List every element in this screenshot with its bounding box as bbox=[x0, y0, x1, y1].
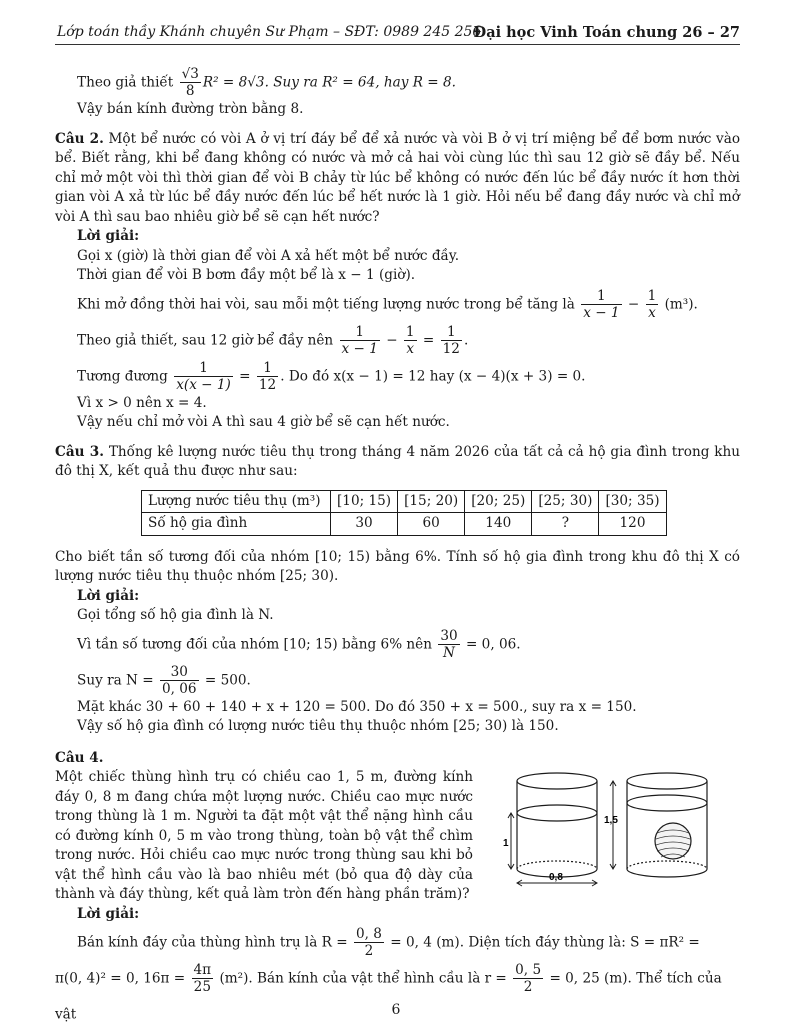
diameter-label: 0,8 bbox=[549, 871, 563, 883]
page-content bbox=[55, 64, 741, 1023]
fraction: $\frac{1}{12}$ bbox=[258, 359, 277, 393]
fraction: $\frac{1}{x}$ bbox=[405, 323, 415, 357]
page-header bbox=[55, 22, 740, 45]
solution-line: Khi mở đồng thời hai vòi, sau mỗi một tiếng lượng nước trong bể tăng là $\frac{1}{x - 1}$ − $\frac{1}{x}$ (m³). bbox=[77, 287, 698, 321]
fraction: $\frac{0, 5}{2}$ bbox=[515, 962, 542, 995]
solution-label: Lời giải: bbox=[77, 905, 140, 922]
solution-line: Vì x > 0 nên x = 4. bbox=[77, 394, 207, 411]
prev-line-1: Theo giả thiết $\frac{√3}{8}$ R² = 8√3. Suy ra R² = 64, hay R = 8. bbox=[77, 66, 456, 99]
tank-height-label: 1,5 bbox=[604, 814, 618, 826]
table-cell: [25; 30) bbox=[532, 490, 599, 513]
question-text: Thống kê lượng nước tiêu thụ trong tháng 4 năm 2026 của tất cả cả hộ gia đình trong khu đô thị X, kết quả thu được như sau: bbox=[55, 443, 741, 479]
solution-label: Lời giải: bbox=[77, 228, 140, 244]
table-cell: 140 bbox=[465, 513, 532, 536]
question-4 bbox=[55, 749, 740, 1023]
cylinder-left bbox=[517, 773, 597, 877]
question-label: Câu 2. bbox=[55, 130, 104, 147]
solution-line: Bán kính đáy của thùng hình trụ là R = $\frac{0, 8}{2}$ = 0, 4 (m). Diện tích đáy thùng là: S = πR² = bbox=[77, 926, 700, 959]
solution-line: Vậy số hộ gia đình có lượng nước tiêu thụ thuộc nhóm [25; 30) là 150. bbox=[77, 718, 559, 734]
table-cell: 120 bbox=[599, 513, 666, 536]
fraction: $\frac{1}{x - 1}$ bbox=[341, 323, 378, 357]
table-row bbox=[142, 490, 667, 513]
table-cell: [30; 35) bbox=[599, 490, 666, 513]
solution-line: π(0, 4)² = 0, 16π = $\frac{4\pi}{25}$ (m²). Bán kính của vật thể hình cầu là r = $\frac{0, 5}{2}$ = 0, 25 (m). Thể tích của vật bbox=[55, 962, 722, 1023]
solution-line: Gọi x (giờ) là thời gian để vòi A xả hết một bể nước đầy. bbox=[77, 247, 460, 264]
question-text: Một chiếc thùng hình trụ có chiều cao 1, 5 m, đường kính đáy 0, 8 m đang chứa một lượng nước. Chiều cao mực nước trong thùng là 1 m. Người ta đặt một vật thể nặng hình cầu có đường kính 0, 5 m vào trong thùng, toàn bộ vật thể chìm trong nước. Hỏi chiều cao mực nước trong thùng sau khi bỏ vật thể hình cầu vào là bao nhiêu mét (bỏ qua độ dày của thành và đáy thùng, kết quả làm tròn đến hàng phần trăm)? bbox=[55, 769, 473, 902]
fraction: $\frac{1}{x - 1}$ bbox=[583, 287, 620, 321]
solution-line: Vậy nếu chỉ mở vòi A thì sau 4 giờ bể sẽ cạn hết nước. bbox=[77, 414, 450, 430]
header-right: Đại học Vinh Toán chung 26 – 27 bbox=[473, 24, 740, 41]
question-3-continued: Cho biết tần số tương đối của nhóm [10; 15) bằng 6%. Tính số hộ gia đình trong khu đô thị X có lượng nước tiêu thụ thuộc nhóm [25; 30). bbox=[55, 548, 740, 584]
fraction: $\frac{1}{x(x - 1)}$ bbox=[176, 359, 231, 393]
table-row bbox=[142, 513, 667, 536]
table-cell: ? bbox=[532, 513, 599, 536]
statistics-table bbox=[141, 490, 667, 536]
header-left: Lớp toán thầy Khánh chuyên Sư Phạm – SĐT: 0989 245 256 bbox=[57, 24, 482, 40]
question-label: Câu 4. bbox=[55, 749, 104, 766]
water-height-marker bbox=[508, 813, 514, 869]
water-height-label: 1 bbox=[503, 837, 509, 849]
fraction: $\frac{1}{x}$ bbox=[647, 287, 657, 321]
solution-line: Suy ra N = $\frac{30}{0, 06}$ = 500. bbox=[77, 663, 251, 697]
table-cell: [15; 20) bbox=[398, 490, 465, 513]
question-2 bbox=[55, 130, 740, 228]
solution-line: Mặt khác 30 + 60 + 140 + x + 120 = 500. Do đó 350 + x = 500., suy ra x = 150. bbox=[77, 698, 637, 715]
solution-line: Vì tần số tương đối của nhóm [10; 15) bằng 6% nên $\frac{30}{N}$ = 0, 06. bbox=[77, 627, 521, 661]
solution-label: Lời giải: bbox=[77, 587, 140, 604]
fraction: $\frac{30}{N}$ bbox=[440, 627, 458, 661]
table-cell: 60 bbox=[398, 513, 465, 536]
question-text: Một bể nước có vòi A ở vị trí đáy bể để xả nước và vòi B ở vị trí miệng bể để bơm nước vào bể. Biết rằng, khi bể đang không có nước và mở cả hai vòi cùng lúc thì sau 12 giờ sẽ đầy bể. Nếu chỉ mở một vòi thì thời gian để vòi B chảy từ lúc bể không có nước đến lúc bể đầy nước ít hơn thời gian vòi A xả từ lúc bể đầy nước đến lúc bể hết nước là 1 giờ. Hỏi nếu bể đang đầy nước và chỉ mở vòi A thì sau bao nhiêu giờ bể sẽ cạn hết nước? bbox=[55, 130, 741, 225]
fraction: $\frac{0, 8}{2}$ bbox=[355, 926, 382, 959]
fraction: $\frac{√3}{8}$ bbox=[181, 66, 199, 99]
cylinder-figure bbox=[503, 771, 737, 891]
table-cell: [20; 25) bbox=[465, 490, 532, 513]
page-number: 6 bbox=[391, 1002, 401, 1018]
solution-line: Tương đương $\frac{1}{x(x - 1)}$ = $\frac{1}{12}$ . Do đó x(x − 1) = 12 hay (x − 4)(x + 3) = 0. bbox=[77, 359, 586, 393]
table-cell: Lượng nước tiêu thụ (m³) bbox=[142, 490, 331, 513]
fraction: $\frac{1}{12}$ bbox=[442, 323, 460, 357]
prev-line-2: Vậy bán kính đường tròn bằng 8. bbox=[77, 101, 304, 117]
solution-line: Thời gian để vòi B bơm đầy một bể là x − 1 (giờ). bbox=[77, 267, 416, 283]
fraction: $\frac{4\pi}{25}$ bbox=[193, 962, 212, 995]
question-label: Câu 3. bbox=[55, 443, 104, 460]
solution-line: Gọi tổng số hộ gia đình là N. bbox=[77, 607, 274, 623]
solution-line: Theo giả thiết, sau 12 giờ bể đầy nên $\frac{1}{x - 1}$ − $\frac{1}{x}$ = $\frac{1}{12}$ . bbox=[77, 323, 469, 357]
question-3 bbox=[55, 443, 740, 482]
table-cell: 30 bbox=[331, 513, 398, 536]
sphere bbox=[655, 823, 691, 859]
table-cell: [10; 15) bbox=[331, 490, 398, 513]
table-cell: Số hộ gia đình bbox=[142, 513, 331, 536]
fraction: $\frac{30}{0, 06}$ bbox=[161, 663, 197, 697]
